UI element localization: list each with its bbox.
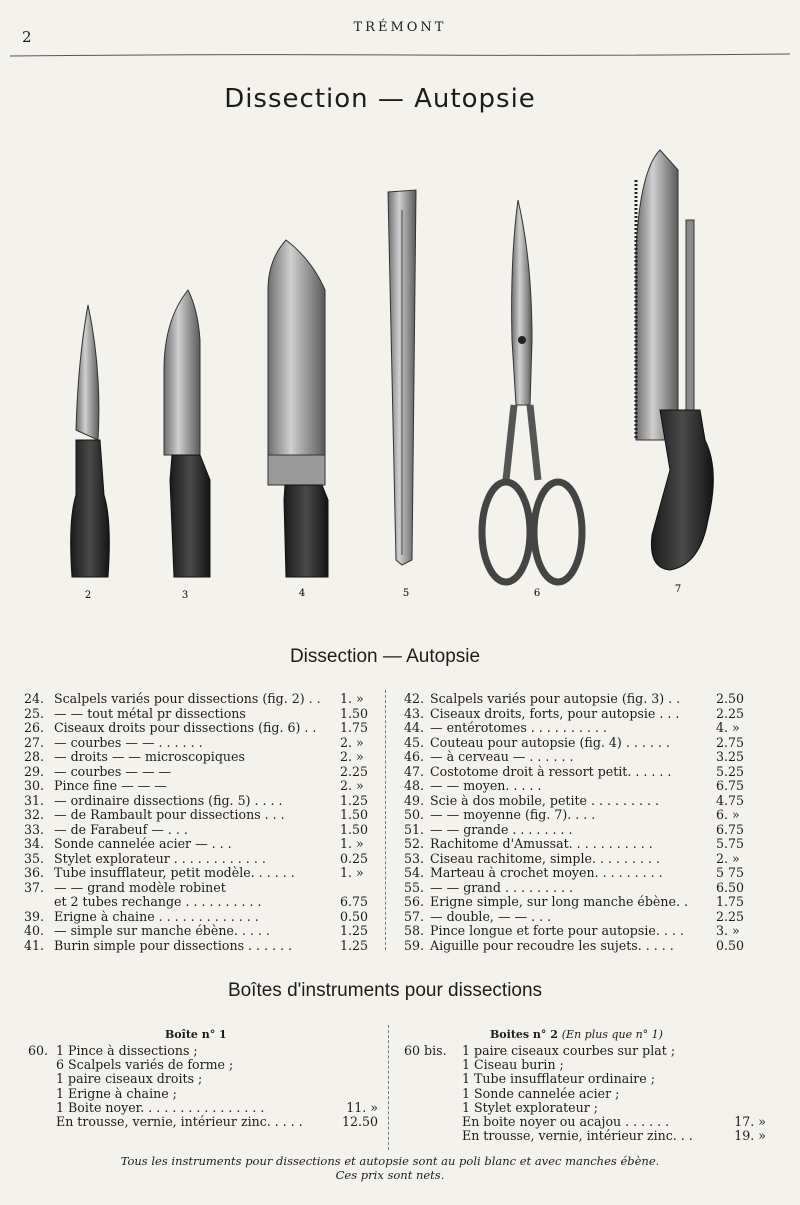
scalpel-fig-3 (164, 290, 210, 577)
list-item (404, 1101, 766, 1115)
table-row (404, 750, 756, 765)
table-row (24, 808, 380, 823)
table-row (404, 895, 756, 910)
box-2-contents (404, 1044, 766, 1143)
table-row (404, 924, 756, 939)
table-row (404, 939, 756, 954)
table-row (404, 852, 756, 867)
table-row (24, 765, 380, 780)
item-description: Scalpels variés pour dissections (fig. 2) . . (54, 691, 321, 706)
box-item-text: 1 Pince à dissections ; (56, 1043, 198, 1058)
table-row (404, 736, 756, 751)
item-description: Couteau pour autopsie (fig. 4) . . . . . . (430, 734, 670, 750)
list-item (28, 1058, 378, 1072)
box-1-contents (28, 1044, 378, 1129)
item-description: — de Farabeuf — . . . (54, 821, 188, 837)
item-description: — courbes — — — (54, 763, 172, 779)
footnote (0, 1154, 780, 1182)
item-description: Ciseau rachitome, simple. . . . . . . . . (430, 850, 660, 866)
item-number: 27. (24, 734, 45, 750)
item-price: 1.50 (340, 821, 369, 837)
item-price: 6.50 (716, 879, 745, 895)
list-item (404, 1129, 766, 1143)
item-description: Rachitome d'Amussat. . . . . . . . . . . (430, 836, 653, 851)
box-item-text: En trousse, vernie, intérieur zinc. . . (462, 1128, 693, 1144)
box-item-price: 11. » (346, 1099, 378, 1115)
item-description: — à cerveau — . . . . . . (430, 749, 574, 764)
figure-number: 7 (674, 584, 682, 595)
item-description: Erigne simple, sur long manche ébène. . (430, 894, 688, 909)
item-number: 52. (404, 836, 425, 851)
table-row (24, 852, 380, 867)
item-number: 34. (24, 836, 45, 851)
item-description: Costotome droit à ressort petit. . . . . . (430, 763, 672, 779)
list-item (404, 1072, 766, 1086)
box-2-heading-note: (En plus que n° 1) (561, 1028, 663, 1041)
item-price: 2. » (340, 749, 364, 764)
item-description: Tube insufflateur, petit modèle. . . . . . (54, 865, 295, 880)
item-number: 43. (404, 705, 425, 721)
item-number: 48. (404, 778, 425, 793)
item-price: 3. » (716, 923, 740, 938)
box-divider (388, 1025, 389, 1150)
instruments-illustration (40, 140, 760, 610)
table-row (404, 866, 756, 881)
item-price: 6.75 (716, 778, 745, 793)
item-description: — — grand . . . . . . . . . (430, 879, 574, 895)
figure-number: 3 (181, 590, 189, 601)
item-description: — entérotomes . . . . . . . . . . (430, 720, 607, 735)
item-price: 1.25 (340, 792, 369, 808)
item-number: 45. (404, 734, 425, 750)
item-number: 24. (24, 691, 45, 706)
item-number: 37. (24, 879, 45, 895)
table-row (404, 881, 756, 896)
price-list-right (404, 692, 756, 953)
item-description: — — grande . . . . . . . . (430, 821, 573, 837)
item-number: 26. (24, 720, 45, 735)
table-row (404, 765, 756, 780)
item-number: 55. (404, 879, 425, 895)
forceps-fig-5 (388, 190, 416, 565)
box-item-text: 1 paire ciseaux droits ; (56, 1071, 203, 1087)
item-price: 2.25 (716, 705, 745, 721)
table-row (404, 808, 756, 823)
box-item-price: 12.50 (341, 1113, 378, 1129)
table-row (24, 823, 380, 838)
item-number: 41. (24, 937, 45, 953)
list-item (28, 1072, 378, 1086)
item-description: — courbes — — . . . . . . (54, 734, 203, 750)
table-row (24, 779, 380, 794)
list-item (404, 1044, 766, 1058)
table-row (24, 881, 380, 896)
table-row (404, 837, 756, 852)
table-row (24, 924, 380, 939)
item-price: 1.75 (716, 894, 745, 909)
item-number: 56. (404, 894, 425, 909)
item-price: 2. » (340, 778, 364, 793)
item-price: 1.75 (340, 720, 369, 735)
item-description: — double, — — . . . (430, 908, 552, 924)
item-price: 6.75 (716, 821, 745, 837)
box-1-heading: Boîte n° 1 (165, 1028, 227, 1041)
table-row (404, 707, 756, 722)
item-price: 0.25 (340, 850, 369, 866)
item-price: 6. » (716, 807, 740, 822)
box-item-text: En trousse, vernie, intérieur zinc. . . . . (56, 1113, 303, 1129)
box-item-text: 1 Ciseau burin ; (462, 1057, 564, 1073)
table-row (24, 939, 380, 954)
table-row (24, 721, 380, 736)
list-item (404, 1115, 766, 1129)
box-item-number: 60 bis. (404, 1043, 447, 1058)
item-description: — droits — — microscopiques (54, 749, 245, 764)
footnote-line-2: Ces prix sont nets. (335, 1168, 445, 1182)
scalpel-fig-2 (71, 305, 110, 577)
list-item (404, 1058, 766, 1072)
item-number: 31. (24, 792, 45, 808)
page-number: 2 (22, 28, 32, 46)
item-description: Pince longue et forte pour autopsie. . . . (430, 923, 684, 938)
item-number: 36. (24, 865, 45, 880)
item-description: Ciseaux droits, forts, pour autopsie . . . (430, 705, 680, 721)
item-number: 40. (24, 923, 45, 938)
table-row (24, 707, 380, 722)
item-price: 1. » (340, 691, 364, 706)
figure-number: 2 (84, 590, 92, 601)
figure-number: 5 (402, 588, 410, 599)
item-description: Stylet explorateur . . . . . . . . . . . . (54, 850, 266, 866)
section-subtitle: Dissection — Autopsie (289, 646, 481, 667)
box-item-text: 1 Boite noyer. . . . . . . . . . . . . . . . (56, 1099, 265, 1115)
item-description: Pince fine — — — (54, 778, 167, 793)
page-title: Dissection — Autopsie (224, 84, 536, 114)
item-number: 53. (404, 850, 425, 866)
item-description: Burin simple pour dissections . . . . . . (54, 937, 293, 953)
list-item (28, 1101, 378, 1115)
item-number: 51. (404, 821, 425, 837)
header-rule (10, 52, 790, 58)
item-price: 1.25 (340, 923, 369, 938)
table-row (24, 736, 380, 751)
item-price: 2. » (716, 850, 740, 866)
item-description: — simple sur manche ébène. . . . . (54, 923, 270, 938)
box-item-price: 19. » (734, 1128, 766, 1144)
table-row (24, 895, 380, 910)
item-price: 2.50 (716, 691, 745, 706)
item-description: Marteau à crochet moyen. . . . . . . . . (430, 865, 663, 880)
item-number: 47. (404, 763, 425, 779)
box-item-number: 60. (28, 1043, 49, 1058)
item-price: 1. » (340, 836, 364, 851)
item-price: 3.25 (716, 749, 745, 764)
figure-number: 6 (533, 588, 541, 599)
table-row (404, 692, 756, 707)
scissors-fig-6 (482, 200, 582, 582)
autopsy-knife-fig-4 (268, 240, 328, 577)
box-item-text: 1 Tube insufflateur ordinaire ; (462, 1071, 655, 1087)
box-item-text: 1 Stylet explorateur ; (462, 1099, 599, 1115)
item-number: 30. (24, 778, 45, 793)
item-price: 0.50 (340, 908, 369, 924)
item-price: 2.25 (716, 908, 745, 924)
item-description: — de Rambault pour dissections . . . (54, 807, 285, 822)
box-item-text: 1 paire ciseaux courbes sur plat ; (462, 1043, 676, 1058)
item-price: 0.50 (716, 937, 745, 953)
item-description: — — tout métal pr dissections (54, 705, 246, 721)
item-price: 1.50 (340, 705, 369, 721)
item-description: Scie à dos mobile, petite . . . . . . . . . (430, 792, 660, 808)
table-row (24, 794, 380, 809)
item-description: Scalpels variés pour autopsie (fig. 3) . . (430, 691, 681, 706)
item-description: — — moyenne (fig. 7). . . . (430, 807, 596, 822)
table-row (404, 823, 756, 838)
item-description: Ciseaux droits pour dissections (fig. 6) . . (54, 720, 317, 735)
item-price: 1.25 (340, 937, 369, 953)
item-number: 58. (404, 923, 425, 938)
item-number: 42. (404, 691, 425, 706)
table-row (24, 837, 380, 852)
item-description: — — grand modèle robinet (54, 879, 226, 895)
box-item-text: 6 Scalpels variés de forme ; (56, 1057, 234, 1073)
box-item-text: 1 Sonde cannelée acier ; (462, 1085, 620, 1101)
box-2-heading-label: Boites n° 2 (490, 1028, 558, 1041)
table-row (404, 910, 756, 925)
item-number: 35. (24, 850, 45, 866)
item-description: — ordinaire dissections (fig. 5) . . . . (54, 792, 283, 808)
price-list-left (24, 692, 380, 953)
item-number: 59. (404, 937, 425, 953)
item-number: 50. (404, 807, 425, 822)
table-row (404, 794, 756, 809)
boxes-section-title: Boîtes d'instruments pour dissections (227, 980, 543, 1001)
item-description: Erigne à chaine . . . . . . . . . . . . . (54, 908, 259, 924)
item-number: 46. (404, 749, 425, 764)
item-price: 4.75 (716, 792, 745, 808)
running-head: TRÉMONT (353, 20, 447, 35)
table-row (24, 866, 380, 881)
item-price: 5.25 (716, 763, 745, 779)
figure-number: 4 (298, 588, 306, 599)
item-price: 2.75 (716, 734, 745, 750)
item-number: 54. (404, 865, 425, 880)
item-number: 49. (404, 792, 425, 808)
list-item (28, 1044, 378, 1058)
item-number: 32. (24, 807, 45, 822)
box-2-heading (490, 1028, 663, 1041)
item-price: 5.75 (716, 836, 745, 851)
footnote-line-1: Tous les instruments pour dissections et autopsie sont au poli blanc et avec manches ébène. (120, 1154, 660, 1168)
item-price: 2. » (340, 734, 364, 750)
table-row (24, 750, 380, 765)
item-price: 1. » (340, 865, 364, 880)
item-description: Aiguille pour recoudre les sujets. . . . . (430, 937, 674, 953)
item-number: 28. (24, 749, 45, 764)
table-row (404, 779, 756, 794)
box-item-text: En boite noyer ou acajou . . . . . . (462, 1113, 670, 1129)
item-number: 33. (24, 821, 45, 837)
item-number: 39. (24, 908, 45, 924)
column-divider (385, 690, 386, 950)
list-item (28, 1087, 378, 1101)
item-description: — — moyen. . . . . (430, 778, 542, 793)
item-price: 6.75 (340, 894, 369, 909)
item-description: Sonde cannelée acier — . . . (54, 836, 232, 851)
item-number: 25. (24, 705, 45, 721)
item-price: 1.50 (340, 807, 369, 822)
list-item (28, 1115, 378, 1129)
table-row (24, 692, 380, 707)
item-price: 5 75 (716, 865, 745, 880)
item-number: 29. (24, 763, 45, 779)
saw-fig-7 (636, 150, 713, 570)
item-price: 4. » (716, 720, 740, 735)
item-description: et 2 tubes rechange . . . . . . . . . . (54, 894, 262, 909)
table-row (404, 721, 756, 736)
item-number: 57. (404, 908, 425, 924)
table-row (24, 910, 380, 925)
list-item (404, 1087, 766, 1101)
item-number: 44. (404, 720, 425, 735)
box-item-price: 17. » (734, 1113, 766, 1129)
box-item-text: 1 Erigne à chaine ; (56, 1085, 177, 1101)
item-price: 2.25 (340, 763, 369, 779)
